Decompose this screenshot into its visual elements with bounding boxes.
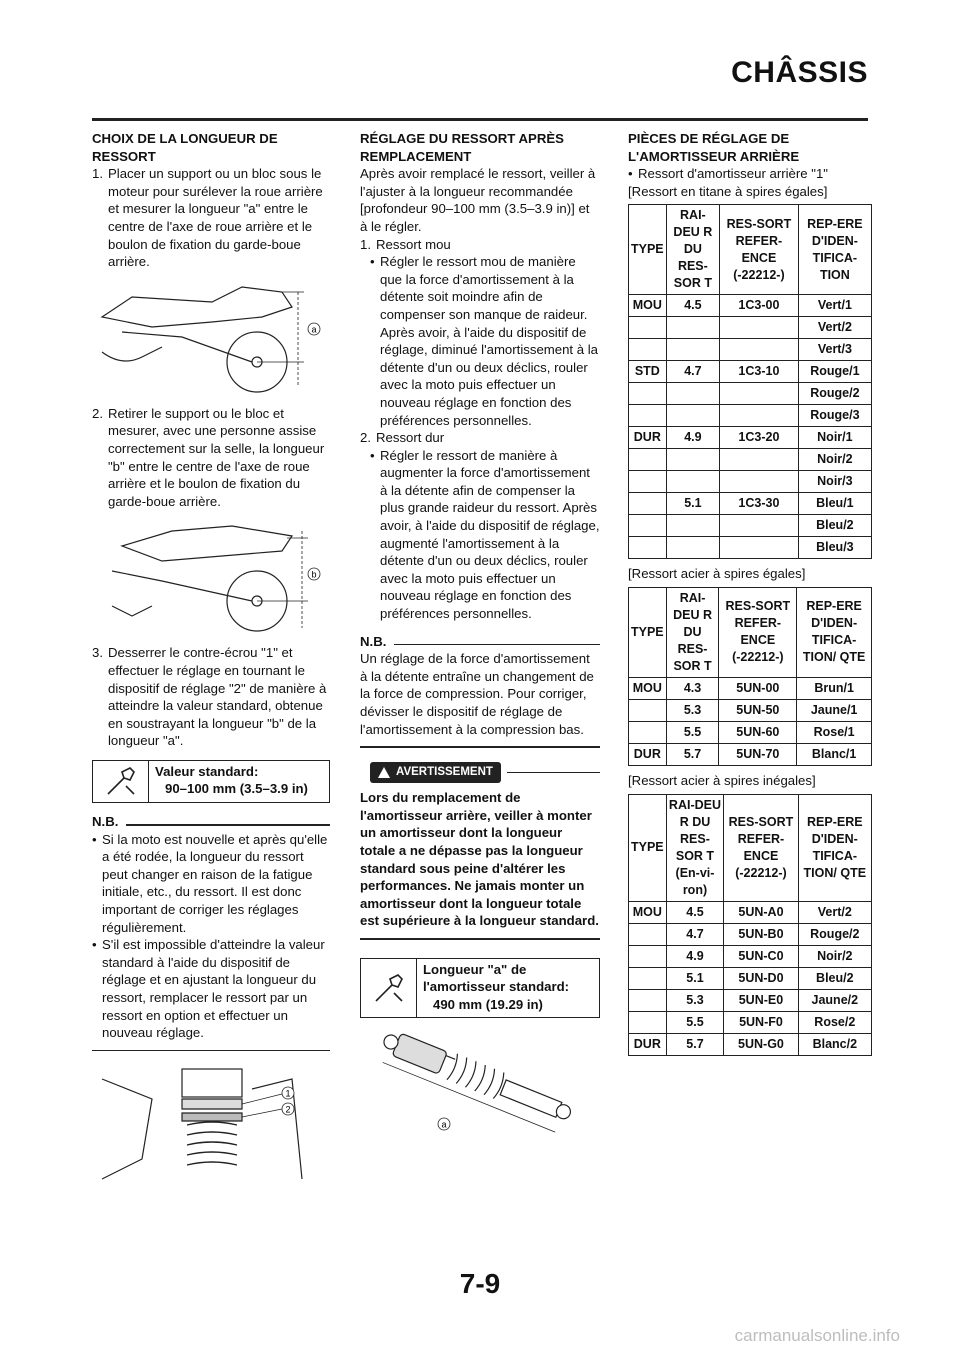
- warning-badge: [370, 762, 501, 784]
- table-cell: [629, 945, 667, 967]
- table-cell: [666, 339, 719, 361]
- table-cell: Noir/3: [798, 471, 871, 493]
- figure-label-2: 2: [285, 1104, 291, 1115]
- spec-box-shock-length: [360, 958, 600, 1019]
- soft-spring-bullet: • Régler le ressort mou de manière que la force d'amortissement à la détente soit moindre afin de compenser son manque de raideur. Après avoir, à l'aide du dispositif de réglage, diminué l'amortissement à la détente d'un ou deux déclics, rouler avec la moto puis effectuer un nouveau réglage en fonction des préférences personnelles.: [370, 254, 599, 428]
- table-cell: [629, 515, 667, 537]
- table-cell: [720, 537, 799, 559]
- table-cell: 5UN-C0: [724, 945, 798, 967]
- table-cell: 4.7: [666, 923, 724, 945]
- table-cell: MOU: [629, 901, 667, 923]
- table-cell: 5.5: [666, 721, 719, 743]
- table-cell: [629, 537, 667, 559]
- table-cell: 4.9: [666, 945, 724, 967]
- table-cell: [720, 449, 799, 471]
- table-row: [629, 493, 872, 515]
- table-header-cell: RES-SORT REFER-ENCE (-22212-): [720, 205, 799, 295]
- table-row: [629, 427, 872, 449]
- table-caption: [Ressort acier à spires inégales]: [628, 772, 816, 788]
- warning-text: Lors du remplacement de l'amortisseur arrière, veiller à monter un amortisseur dont la longueur totale a ne dépasse pas la longueur standard sous peine d'altérer les performances. Ne jamais monter un amortisseur dont la longueur totale est supérieure à la longueur standard.: [360, 790, 599, 929]
- table-cell: [629, 471, 667, 493]
- page-number: 7-9: [459, 1268, 501, 1299]
- column-right: [628, 130, 872, 1056]
- table-titanium-springs: [628, 204, 872, 559]
- table-cell: Rouge/2: [798, 923, 871, 945]
- table-header-cell: TYPE: [629, 587, 667, 677]
- table-cell: [629, 1011, 667, 1033]
- table-cell: Vert/2: [798, 901, 871, 923]
- figure-locknut-adjuster: [92, 1059, 330, 1199]
- nb-label: N.B.: [360, 633, 387, 649]
- table-row: [629, 515, 872, 537]
- table-row: [629, 317, 872, 339]
- table-row: [629, 405, 872, 427]
- section-heading-adjust-parts: PIÈCES DE RÉGLAGE DE L'AMORTISSEUR ARRIÈRE: [628, 131, 800, 164]
- warning-end-rule: [360, 938, 600, 940]
- nb-label: N.B.: [92, 814, 119, 830]
- table-cell: 5UN-00: [719, 677, 797, 699]
- table-cell: 5.3: [666, 989, 724, 1011]
- spec-value: 90–100 mm (3.5–3.9 in): [165, 781, 308, 797]
- bullet-text: Régler le ressort de manière à augmenter la force d'amortissement à la détente afin de compenser la plus grande raideur du ressort. Après avoir, à l'aide du dispositif de réglage, augmenté l'amortissement à la détente d'un ou deux déclics, rouler avec la moto puis effectuer un nouveau réglage en fonction des préférences personnelles.: [380, 447, 600, 622]
- nb-heading: [360, 633, 600, 651]
- warning-icon: [378, 767, 390, 778]
- table-cell: Noir/2: [798, 945, 871, 967]
- table-cell: Rose/1: [797, 721, 872, 743]
- table-cell: [629, 449, 667, 471]
- figure-bike-raised: [92, 277, 330, 397]
- table-cell: 5UN-60: [719, 721, 797, 743]
- table-cell: [720, 317, 799, 339]
- table-row: [629, 1033, 872, 1055]
- table-cell: [720, 515, 799, 537]
- table-row: [629, 449, 872, 471]
- table-cell: [666, 515, 719, 537]
- watermark: carmanualsonline.info: [734, 1326, 900, 1345]
- table-cell: [666, 317, 719, 339]
- step-text: Placer un support ou un bloc sous le moteur pour surélever la roue arrière et mesurer la longueur "a" entre le centre de l'axe de roue arrière et le boulon de fixation du garde-boue arrière.: [108, 166, 323, 270]
- table-cell: 5UN-D0: [724, 967, 798, 989]
- table-cell: 5UN-E0: [724, 989, 798, 1011]
- table-cell: 5.7: [666, 743, 719, 765]
- page-title: CHÂSSIS: [731, 56, 868, 89]
- table-cell: Blanc/2: [798, 1033, 871, 1055]
- shock-absorber-illustration: [360, 1028, 600, 1138]
- table-cell: 4.5: [666, 901, 724, 923]
- table-row: [629, 923, 872, 945]
- table-cell: Vert/3: [798, 339, 871, 361]
- table-cell: [666, 537, 719, 559]
- table-row: [629, 339, 872, 361]
- table-steel-springs-equal: [628, 587, 872, 766]
- table-row: [629, 699, 872, 721]
- step-text: Desserrer le contre-écrou "1" et effectuer le réglage en tournant le dispositif de réglage "2" de manière à atteindre la valeur standard, obtenue en soustrayant la longueur "b" de la longueur "a".: [108, 645, 327, 749]
- table-header-cell: RES-SORT REFER-ENCE (-22212-): [719, 587, 797, 677]
- table-cell: 4.5: [666, 295, 719, 317]
- bullet-text: Régler le ressort mou de manière que la force d'amortissement à la détente soit moindre afin de compenser son manque de raideur. Après avoir, à l'aide du dispositif de réglage, diminué l'amortissement à la détente d'un ou deux déclics, rouler avec la moto puis effectuer un nouveau réglage en fonction des préférences personnelles.: [380, 254, 599, 428]
- motorcycle-seated-illustration: [92, 516, 330, 636]
- table-cell: DUR: [629, 1033, 667, 1055]
- table-header-cell: RAI-DEU R DU RES-SOR T (En-vi-ron): [666, 794, 724, 901]
- table-cell: 4.7: [666, 361, 719, 383]
- item-soft-spring: [360, 236, 600, 254]
- table-caption: [Ressort acier à spires égales]: [628, 566, 806, 582]
- bullet-text: Ressort d'amortisseur arrière "1": [638, 166, 828, 182]
- table-row: [629, 295, 872, 317]
- intro-text: Après avoir remplacé le ressort, veiller à l'ajuster à la longueur recommandée [profondeur 90–100 mm (3.5–3.9 in)] et à le régler.: [360, 166, 596, 234]
- spec-title: Valeur standard:: [155, 763, 259, 779]
- motorcycle-rear-illustration: [92, 277, 330, 397]
- table-cell: DUR: [629, 743, 667, 765]
- table-header-cell: RAI-DEU R DU RES-SOR T: [666, 205, 719, 295]
- spring-bullet: • Ressort d'amortisseur arrière "1": [628, 165, 872, 183]
- table-cell: [629, 383, 667, 405]
- table-cell: 1C3-10: [720, 361, 799, 383]
- table-header-cell: TYPE: [629, 205, 667, 295]
- item-number: 1.: [360, 236, 371, 252]
- table-row: [629, 945, 872, 967]
- nb-bullet-text: Si la moto est nouvelle et après qu'elle a été rodée, la longueur du ressort peut changer en raison de la fatigue initiale, etc., du ressort. Il est donc important de corriger les réglages régulièrement.: [102, 831, 328, 935]
- nb-heading: [92, 813, 330, 831]
- item-hard-spring: [360, 429, 600, 447]
- step-number: 1.: [92, 166, 103, 182]
- column-middle: [360, 130, 600, 1146]
- table-row: [629, 383, 872, 405]
- wrench-icon: [361, 959, 417, 1018]
- table-cell: 5UN-A0: [724, 901, 798, 923]
- table-cell: [629, 721, 667, 743]
- table-cell: Vert/1: [798, 295, 871, 317]
- table-cell: [666, 383, 719, 405]
- table-cell: [629, 493, 667, 515]
- table-header-cell: REP-ERE D'IDEN-TIFICA-TION/ QTE: [798, 794, 871, 901]
- table-cell: [666, 405, 719, 427]
- table-cell: [720, 383, 799, 405]
- table-cell: 5.3: [666, 699, 719, 721]
- table-cell: [666, 471, 719, 493]
- figure-bike-seated: [92, 516, 330, 636]
- table-cell: 4.9: [666, 427, 719, 449]
- table-cell: Bleu/3: [798, 537, 871, 559]
- table-cell: [629, 967, 667, 989]
- table-row: [629, 967, 872, 989]
- table-cell: Bleu/2: [798, 515, 871, 537]
- table-cell: Vert/2: [798, 317, 871, 339]
- table-cell: [629, 339, 667, 361]
- table-row: [629, 721, 872, 743]
- warning-label: AVERTISSEMENT: [396, 765, 493, 778]
- table-cell: Rouge/2: [798, 383, 871, 405]
- step-number: 3.: [92, 645, 103, 661]
- table-header-cell: RAI-DEU R DU RES-SOR T: [666, 587, 719, 677]
- table-cell: [666, 449, 719, 471]
- table-cell: Bleu/1: [798, 493, 871, 515]
- spec-box-standard: [92, 760, 330, 803]
- table-cell: [629, 317, 667, 339]
- spec-value: 490 mm (19.29 in): [433, 996, 543, 1012]
- table-cell: 5.1: [666, 967, 724, 989]
- table-cell: [629, 699, 667, 721]
- table-cell: Brun/1: [797, 677, 872, 699]
- table-cell: 5UN-B0: [724, 923, 798, 945]
- figure-label-b: b: [311, 569, 317, 580]
- table-header-cell: REP-ERE D'IDEN-TIFICA-TION: [798, 205, 871, 295]
- table-row: [629, 743, 872, 765]
- table-row: [629, 677, 872, 699]
- nb-end-rule: [92, 1050, 330, 1052]
- hard-spring-bullet: • Régler le ressort de manière à augmenter la force d'amortissement à la détente afin de compenser la plus grande raideur du ressort. Après avoir, à l'aide du dispositif de réglage, augmenté l'amortissement à la détente d'un ou deux déclics, rouler avec la moto puis effectuer un nouveau réglage en fonction des préférences personnelles.: [370, 447, 600, 622]
- table-cell: DUR: [629, 427, 667, 449]
- table-cell: 5UN-50: [719, 699, 797, 721]
- item-text: Ressort dur: [376, 430, 445, 446]
- table-cell: Bleu/2: [798, 967, 871, 989]
- table-cell: MOU: [629, 677, 667, 699]
- nb-bullet: • S'il est impossible d'atteindre la valeur standard à l'aide du dispositif de réglage et en ajustant la longueur du ressort, remplacer le ressort par un ressort en option et effectuer un nouveau réglage.: [92, 936, 330, 1042]
- table-cell: 1C3-00: [720, 295, 799, 317]
- nb-text: Un réglage de la force d'amortissement à la détente entraîne un changement de la force de compression. Pour corriger, dévisser le dispositif de réglage de l'amortissement à la compression bas.: [360, 651, 594, 737]
- step-2: [92, 405, 330, 511]
- table-row: [629, 537, 872, 559]
- nb-bullet-text: S'il est impossible d'atteindre la valeur standard à l'aide du dispositif de réglage et en ajustant la longueur du ressort, remplacer le ressort par un ressort en option et effectuer un nouveau réglage.: [102, 937, 325, 1041]
- table-row: [629, 471, 872, 493]
- table-cell: [629, 989, 667, 1011]
- step-1: [92, 165, 330, 271]
- table-row: [629, 1011, 872, 1033]
- table-cell: 1C3-20: [720, 427, 799, 449]
- table-row: [629, 989, 872, 1011]
- table-cell: Rouge/1: [798, 361, 871, 383]
- table-row: [629, 901, 872, 923]
- header-rule: [92, 118, 868, 121]
- nb-end-rule: [360, 746, 600, 748]
- table-cell: [629, 923, 667, 945]
- table-header-cell: TYPE: [629, 794, 667, 901]
- table-cell: 5.1: [666, 493, 719, 515]
- table-cell: [720, 405, 799, 427]
- table-cell: 5UN-70: [719, 743, 797, 765]
- spec-title: Longueur "a" de l'amortisseur standard:: [423, 961, 570, 995]
- figure-label-1: 1: [285, 1088, 291, 1099]
- wrench-icon: [93, 761, 149, 802]
- item-text: Ressort mou: [376, 236, 451, 252]
- table-row: [629, 361, 872, 383]
- table-header-cell: RES-SORT REFER-ENCE (-22212-): [724, 794, 798, 901]
- step-3: [92, 644, 330, 750]
- column-left: [92, 130, 330, 1207]
- table-caption: [Ressort en titane à spires égales]: [628, 183, 828, 199]
- table-cell: [720, 471, 799, 493]
- table-cell: 1C3-30: [720, 493, 799, 515]
- table-cell: [629, 405, 667, 427]
- table-cell: MOU: [629, 295, 667, 317]
- table-cell: Rose/2: [798, 1011, 871, 1033]
- table-cell: 4.3: [666, 677, 719, 699]
- shock-adjuster-illustration: [92, 1059, 330, 1199]
- table-cell: Noir/2: [798, 449, 871, 471]
- section-heading-spring-length: CHOIX DE LA LONGUEUR DE RESSORT: [92, 131, 278, 164]
- table-cell: STD: [629, 361, 667, 383]
- table-cell: 5UN-F0: [724, 1011, 798, 1033]
- nb-bullet: • Si la moto est nouvelle et après qu'elle a été rodée, la longueur du ressort peut changer en raison de la fatigue initiale, etc., du ressort. Il est donc important de corriger les réglages régulièrement.: [92, 831, 330, 937]
- table-cell: 5.5: [666, 1011, 724, 1033]
- step-text: Retirer le support ou le bloc et mesurer, avec une personne assise correctement sur la selle, la longueur "b" entre le centre de l'axe de roue arrière et le boulon de fixation du garde-boue arrière.: [108, 405, 325, 509]
- table-cell: 5.7: [666, 1033, 724, 1055]
- table-cell: Blanc/1: [797, 743, 872, 765]
- warning-heading: [360, 762, 600, 784]
- step-number: 2.: [92, 405, 103, 421]
- figure-label-a: a: [311, 324, 317, 335]
- table-cell: [720, 339, 799, 361]
- table-cell: Jaune/1: [797, 699, 872, 721]
- table-steel-springs-unequal: [628, 794, 872, 1056]
- section-heading-spring-adjust: RÉGLAGE DU RESSORT APRÈS REMPLACEMENT: [360, 131, 564, 164]
- figure-label-a: a: [441, 1119, 447, 1130]
- figure-shock-length: [360, 1028, 600, 1138]
- item-number: 2.: [360, 430, 371, 446]
- table-cell: Noir/1: [798, 427, 871, 449]
- table-cell: 5UN-G0: [724, 1033, 798, 1055]
- table-cell: Jaune/2: [798, 989, 871, 1011]
- table-header-cell: REP-ERE D'IDEN-TIFICA-TION/ QTE: [797, 587, 872, 677]
- table-cell: Rouge/3: [798, 405, 871, 427]
